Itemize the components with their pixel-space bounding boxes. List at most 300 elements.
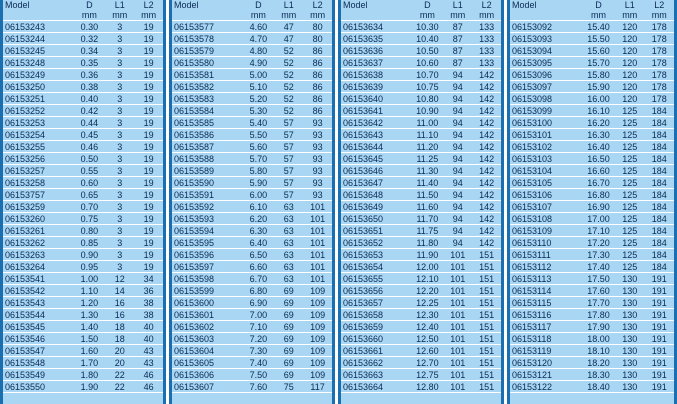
table-row [510, 57, 674, 69]
cell-model: 06153652 [341, 237, 411, 249]
cell-model: 06153638 [341, 69, 411, 81]
table-row [341, 177, 501, 189]
table-row [3, 285, 163, 297]
cell-d: 11.40 [411, 177, 443, 189]
cell-l2: 34 [134, 273, 163, 285]
cell-model: 06153107 [510, 201, 582, 213]
cell-d: 17.70 [582, 297, 615, 309]
table-row [172, 369, 332, 381]
table-row [3, 141, 163, 153]
cell-model: 06153105 [510, 177, 582, 189]
table-row [172, 165, 332, 177]
cell-l1: 125 [615, 225, 645, 237]
cell-d: 6.70 [242, 273, 274, 285]
cell-l2: 178 [644, 21, 674, 33]
cell-d: 12.25 [411, 297, 443, 309]
table-row [341, 33, 501, 45]
cell-model: 06153550 [3, 381, 73, 393]
cell-model: 06153252 [3, 105, 73, 117]
cell-l1: 101 [443, 381, 472, 393]
unit-l2: mm [472, 10, 501, 21]
cell-d: 0.40 [73, 93, 105, 105]
cell-d: 12.00 [411, 261, 443, 273]
cell-model: 06153641 [341, 105, 411, 117]
cell-l1: 52 [274, 105, 303, 117]
cell-d: 5.30 [242, 105, 274, 117]
cell-l1: 94 [443, 129, 472, 141]
cell-d: 7.10 [242, 321, 274, 333]
cell-l1: 125 [615, 261, 645, 273]
cell-d: 5.50 [242, 129, 274, 141]
cell-d: 18.20 [582, 357, 615, 369]
cell-l1: 94 [443, 225, 472, 237]
unit-l2: mm [303, 10, 332, 21]
cell-l2: 19 [134, 153, 163, 165]
cell-d: 15.80 [582, 69, 615, 81]
cell-l2: 19 [134, 141, 163, 153]
cell-d: 10.40 [411, 33, 443, 45]
header-model: Model [343, 0, 368, 10]
cell-model: 06153260 [3, 213, 73, 225]
cell-model: 06153590 [172, 177, 242, 189]
cell-l1: 69 [274, 345, 303, 357]
cell-d: 1.90 [73, 381, 105, 393]
table-row [3, 21, 163, 33]
table-row [510, 69, 674, 81]
cell-l1: 3 [105, 201, 134, 213]
unit-d: mm [582, 10, 615, 21]
cell-d: 17.40 [582, 261, 615, 273]
cell-d: 10.30 [411, 21, 443, 33]
cell-model: 06153658 [341, 309, 411, 321]
cell-l1: 130 [615, 333, 645, 345]
table-row [3, 93, 163, 105]
cell-l1: 125 [615, 213, 645, 225]
cell-d: 4.70 [242, 33, 274, 45]
table-row [510, 105, 674, 117]
cell-model: 06153663 [341, 369, 411, 381]
table-row [341, 225, 501, 237]
cell-d: 12.10 [411, 273, 443, 285]
cell-l2: 19 [134, 177, 163, 189]
header-model: Model [174, 0, 199, 10]
table-row [510, 321, 674, 333]
cell-d: 6.00 [242, 189, 274, 201]
cell-l1: 47 [274, 21, 303, 33]
cell-d: 11.70 [411, 213, 443, 225]
cell-model: 06153259 [3, 201, 73, 213]
header-l1: L1 [283, 0, 294, 10]
cell-l1: 120 [615, 69, 645, 81]
cell-d: 12.20 [411, 285, 443, 297]
table-row [172, 261, 332, 273]
cell-l1: 120 [615, 45, 645, 57]
cell-l2: 142 [472, 201, 501, 213]
cell-l1: 57 [274, 141, 303, 153]
cell-model: 06153095 [510, 57, 582, 69]
cell-l2: 151 [472, 345, 501, 357]
cell-l1: 3 [105, 165, 134, 177]
cell-model: 06153253 [3, 117, 73, 129]
cell-l1: 3 [105, 57, 134, 69]
cell-model: 06153255 [3, 141, 73, 153]
cell-l2: 151 [472, 357, 501, 369]
cell-model: 06153112 [510, 261, 582, 273]
cell-d: 16.40 [582, 141, 615, 153]
cell-l2: 151 [472, 261, 501, 273]
cell-l2: 86 [303, 81, 332, 93]
table-row [172, 381, 332, 393]
cell-d: 5.60 [242, 141, 274, 153]
unit-row [172, 10, 332, 21]
cell-d: 10.70 [411, 69, 443, 81]
cell-l2: 184 [644, 213, 674, 225]
table-row [510, 129, 674, 141]
cell-model: 06153121 [510, 369, 582, 381]
table-row [510, 273, 674, 285]
cell-model: 06153109 [510, 225, 582, 237]
cell-l1: 63 [274, 213, 303, 225]
cell-l2: 142 [472, 177, 501, 189]
cell-l2: 142 [472, 141, 501, 153]
cell-model: 06153578 [172, 33, 242, 45]
cell-model: 06153549 [3, 369, 73, 381]
cell-d: 11.10 [411, 129, 443, 141]
cell-l1: 87 [443, 45, 472, 57]
cell-l1: 130 [615, 345, 645, 357]
cell-d: 0.50 [73, 153, 105, 165]
table-row [341, 201, 501, 213]
cell-model: 06153593 [172, 213, 242, 225]
cell-model: 06153646 [341, 165, 411, 177]
cell-l2: 151 [472, 381, 501, 393]
cell-model: 06153543 [3, 297, 73, 309]
table-row [3, 225, 163, 237]
table-row [510, 261, 674, 273]
header-l2: L2 [481, 0, 492, 10]
cell-l2: 184 [644, 237, 674, 249]
cell-l1: 69 [274, 285, 303, 297]
table-row [341, 333, 501, 345]
cell-d: 12.50 [411, 333, 443, 345]
table-row [510, 201, 674, 213]
cell-l1: 101 [443, 249, 472, 261]
cell-l2: 133 [472, 21, 501, 33]
table-row [3, 81, 163, 93]
cell-model: 06153662 [341, 357, 411, 369]
cell-l2: 19 [134, 69, 163, 81]
cell-l2: 142 [472, 129, 501, 141]
table-row [341, 153, 501, 165]
table-row [510, 309, 674, 321]
cell-l1: 125 [615, 153, 645, 165]
cell-model: 06153122 [510, 381, 582, 393]
cell-d: 0.44 [73, 117, 105, 129]
cell-model: 06153598 [172, 273, 242, 285]
cell-l2: 178 [644, 33, 674, 45]
cell-model: 06153592 [172, 201, 242, 213]
cell-l1: 18 [105, 321, 134, 333]
cell-model: 06153097 [510, 81, 582, 93]
table-row [510, 21, 674, 33]
cell-l2: 86 [303, 69, 332, 81]
unit-l1: mm [615, 10, 645, 21]
cell-d: 11.25 [411, 153, 443, 165]
cell-d: 0.35 [73, 57, 105, 69]
cell-d: 12.75 [411, 369, 443, 381]
cell-model: 06153640 [341, 93, 411, 105]
cell-d: 0.70 [73, 201, 105, 213]
cell-d: 10.50 [411, 45, 443, 57]
cell-l1: 101 [443, 321, 472, 333]
cell-model: 06153580 [172, 57, 242, 69]
table-row [172, 201, 332, 213]
cell-l1: 75 [274, 381, 303, 393]
cell-model: 06153096 [510, 69, 582, 81]
table-row [3, 261, 163, 273]
cell-l1: 87 [443, 57, 472, 69]
table-row [341, 381, 501, 393]
table-row [510, 345, 674, 357]
cell-l1: 3 [105, 213, 134, 225]
cell-model: 06153581 [172, 69, 242, 81]
cell-l1: 16 [105, 309, 134, 321]
cell-l1: 57 [274, 117, 303, 129]
cell-model: 06153585 [172, 117, 242, 129]
cell-model: 06153653 [341, 249, 411, 261]
table-row [341, 369, 501, 381]
cell-l1: 101 [443, 285, 472, 297]
cell-l1: 130 [615, 357, 645, 369]
table-panel-3 [338, 0, 504, 404]
header-d: D [424, 0, 431, 10]
cell-l1: 3 [105, 225, 134, 237]
cell-model: 06153262 [3, 237, 73, 249]
cell-l2: 19 [134, 225, 163, 237]
cell-l2: 178 [644, 57, 674, 69]
cell-d: 0.36 [73, 69, 105, 81]
cell-model: 06153101 [510, 129, 582, 141]
cell-model: 06153634 [341, 21, 411, 33]
cell-d: 11.30 [411, 165, 443, 177]
cell-l2: 43 [134, 357, 163, 369]
header-row [3, 0, 163, 10]
cell-model: 06153599 [172, 285, 242, 297]
cell-l1: 125 [615, 141, 645, 153]
cell-l1: 125 [615, 237, 645, 249]
cell-d: 16.80 [582, 189, 615, 201]
cell-l1: 130 [615, 297, 645, 309]
cell-l2: 19 [134, 21, 163, 33]
table-row [3, 321, 163, 333]
table-row [510, 81, 674, 93]
table-row [510, 93, 674, 105]
cell-d: 4.60 [242, 21, 274, 33]
cell-l1: 101 [443, 309, 472, 321]
cell-d: 16.00 [582, 93, 615, 105]
cell-model: 06153108 [510, 213, 582, 225]
cell-l2: 184 [644, 249, 674, 261]
table-row [510, 357, 674, 369]
table-row [510, 237, 674, 249]
cell-d: 0.55 [73, 165, 105, 177]
cell-model: 06153603 [172, 333, 242, 345]
cell-model: 06153243 [3, 21, 73, 33]
cell-model: 06153594 [172, 225, 242, 237]
table-row [510, 213, 674, 225]
cell-l2: 40 [134, 333, 163, 345]
cell-l2: 109 [303, 357, 332, 369]
table-row [3, 57, 163, 69]
cell-l2: 19 [134, 129, 163, 141]
table-row [341, 21, 501, 33]
cell-l1: 125 [615, 105, 645, 117]
cell-l1: 3 [105, 261, 134, 273]
cell-d: 1.00 [73, 273, 105, 285]
table-row [172, 45, 332, 57]
table-row [172, 213, 332, 225]
table-row [172, 81, 332, 93]
cell-d: 0.45 [73, 129, 105, 141]
table-row [172, 69, 332, 81]
cell-model: 06153643 [341, 129, 411, 141]
cell-l2: 101 [303, 213, 332, 225]
table-row [172, 273, 332, 285]
cell-d: 5.10 [242, 81, 274, 93]
cell-model: 06153602 [172, 321, 242, 333]
cell-l2: 151 [472, 333, 501, 345]
cell-model: 06153648 [341, 189, 411, 201]
cell-d: 6.80 [242, 285, 274, 297]
cell-l2: 19 [134, 261, 163, 273]
cell-l2: 178 [644, 69, 674, 81]
table-row [510, 33, 674, 45]
table-row [510, 369, 674, 381]
cell-model: 06153250 [3, 81, 73, 93]
cell-d: 11.20 [411, 141, 443, 153]
table-row [172, 129, 332, 141]
cell-model: 06153601 [172, 309, 242, 321]
cell-l1: 94 [443, 165, 472, 177]
table-row [510, 225, 674, 237]
cell-l1: 101 [443, 261, 472, 273]
cell-l2: 93 [303, 165, 332, 177]
cell-l2: 178 [644, 81, 674, 93]
cell-l2: 133 [472, 45, 501, 57]
cell-model: 06153093 [510, 33, 582, 45]
cell-l1: 3 [105, 141, 134, 153]
cell-l2: 19 [134, 105, 163, 117]
cell-d: 17.90 [582, 321, 615, 333]
cell-model: 06153542 [3, 285, 73, 297]
cell-l1: 125 [615, 165, 645, 177]
cell-l1: 94 [443, 189, 472, 201]
table-row [3, 129, 163, 141]
table-row [3, 189, 163, 201]
cell-d: 16.30 [582, 129, 615, 141]
cell-model: 06153600 [172, 297, 242, 309]
unit-row [510, 10, 674, 21]
cell-model: 06153596 [172, 249, 242, 261]
cell-l2: 109 [303, 345, 332, 357]
cell-l1: 101 [443, 345, 472, 357]
header-model: Model [512, 0, 537, 10]
table-row [3, 381, 163, 393]
cell-l2: 142 [472, 213, 501, 225]
cell-model: 06153119 [510, 345, 582, 357]
cell-d: 18.30 [582, 369, 615, 381]
table-row [341, 57, 501, 69]
cell-l1: 120 [615, 93, 645, 105]
cell-d: 11.60 [411, 201, 443, 213]
cell-l1: 3 [105, 45, 134, 57]
cell-l2: 191 [644, 321, 674, 333]
cell-l1: 3 [105, 129, 134, 141]
table-row [3, 69, 163, 81]
cell-l1: 16 [105, 297, 134, 309]
cell-l1: 22 [105, 369, 134, 381]
cell-l2: 109 [303, 309, 332, 321]
cell-l2: 46 [134, 381, 163, 393]
cell-l1: 63 [274, 273, 303, 285]
cell-d: 17.50 [582, 273, 615, 285]
cell-model: 06153548 [3, 357, 73, 369]
table-row [172, 357, 332, 369]
cell-l1: 20 [105, 357, 134, 369]
cell-model: 06153263 [3, 249, 73, 261]
cell-d: 17.30 [582, 249, 615, 261]
cell-l2: 19 [134, 237, 163, 249]
table-row [3, 309, 163, 321]
cell-d: 7.60 [242, 381, 274, 393]
cell-l2: 101 [303, 201, 332, 213]
cell-l2: 142 [472, 69, 501, 81]
table-row [510, 45, 674, 57]
cell-l1: 120 [615, 57, 645, 69]
unit-d: mm [73, 10, 105, 21]
cell-l1: 63 [274, 261, 303, 273]
cell-l1: 130 [615, 273, 645, 285]
cell-d: 0.60 [73, 177, 105, 189]
cell-l1: 57 [274, 189, 303, 201]
table-row [172, 153, 332, 165]
cell-model: 06153595 [172, 237, 242, 249]
cell-d: 1.40 [73, 321, 105, 333]
cell-l2: 19 [134, 33, 163, 45]
cell-l1: 12 [105, 273, 134, 285]
cell-model: 06153657 [341, 297, 411, 309]
cell-l1: 57 [274, 165, 303, 177]
cell-d: 6.10 [242, 201, 274, 213]
table-row [3, 153, 163, 165]
cell-d: 16.90 [582, 201, 615, 213]
cell-model: 06153579 [172, 45, 242, 57]
cell-l1: 3 [105, 81, 134, 93]
unit-d: mm [411, 10, 443, 21]
cell-l1: 69 [274, 333, 303, 345]
table-row [172, 177, 332, 189]
table-row [172, 285, 332, 297]
table-row [341, 129, 501, 141]
cell-model: 06153099 [510, 105, 582, 117]
cell-l2: 19 [134, 249, 163, 261]
table-panel-4 [507, 0, 677, 404]
cell-l1: 125 [615, 249, 645, 261]
table-row [341, 117, 501, 129]
cell-model: 06153114 [510, 285, 582, 297]
cell-d: 11.75 [411, 225, 443, 237]
cell-l2: 93 [303, 189, 332, 201]
